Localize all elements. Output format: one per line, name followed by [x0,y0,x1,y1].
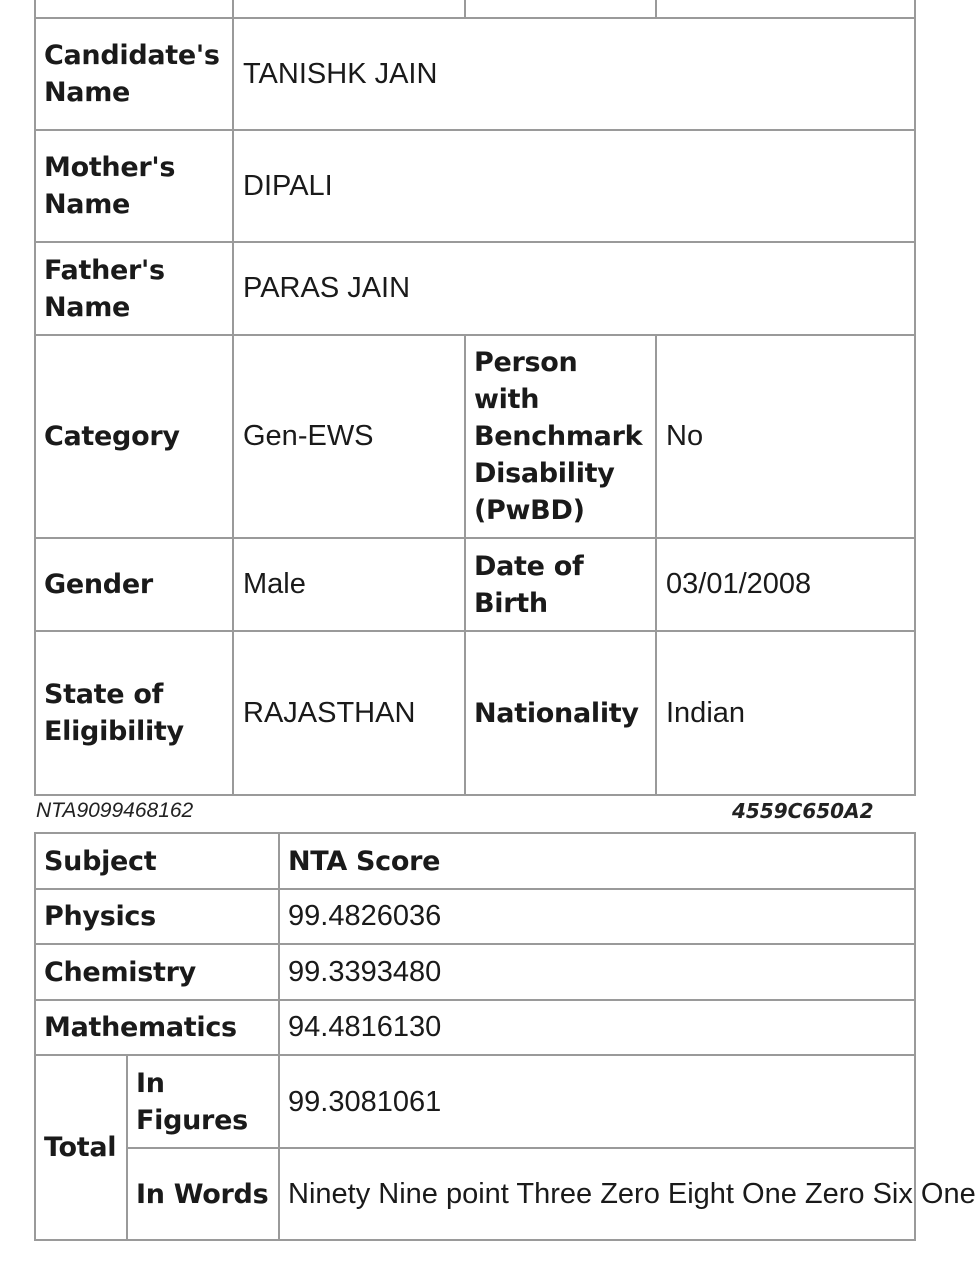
table-row [35,1148,915,1240]
state-label: State of Eligibility [35,631,233,795]
table-row [35,631,915,795]
table-row [35,242,915,335]
reference-code: 4559C650A2 [732,799,874,823]
table-row [35,1055,915,1148]
score-header: NTA Score [279,833,915,889]
subject-score: 99.3393480 [279,944,915,1000]
candidate-details-table [34,0,916,796]
table-row [35,833,915,889]
table-row [35,538,915,631]
father-name-value: PARAS JAIN [233,242,915,335]
subject-score: 99.4826036 [279,889,915,944]
pwbd-label: Person with Benchmark Disability (PwBD) [465,335,656,538]
candidate-name-label: Candidate's Name [35,18,233,130]
nationality-label: Nationality [465,631,656,795]
subject-name: Mathematics [35,1000,279,1055]
candidate-name-value: TANISHK JAIN [233,18,915,130]
application-number: NTA9099468162 [36,799,194,822]
dob-label: Date of Birth [465,538,656,631]
table-row [35,0,915,18]
in-figures-label: In Figures [127,1055,279,1148]
mother-name-value: DIPALI [233,130,915,242]
table-row [35,335,915,538]
score-table [34,832,976,1241]
mother-name-label: Mother's Name [35,130,233,242]
in-words-label: In Words [127,1148,279,1240]
gender-label: Gender [35,538,233,631]
nationality-value: Indian [656,631,915,795]
table-cell [465,0,656,18]
table-cell [233,0,465,18]
table-cell [656,0,915,18]
category-value: Gen-EWS [233,335,465,538]
in-figures-value: 99.3081061 [279,1055,915,1148]
subject-name: Physics [35,889,279,944]
table-row [35,18,915,130]
subject-score: 94.4816130 [279,1000,915,1055]
gender-value: Male [233,538,465,631]
table-row [35,889,915,944]
table-cell [35,0,233,18]
father-name-label: Father's Name [35,242,233,335]
category-label: Category [35,335,233,538]
table-row [35,944,915,1000]
table-row [35,130,915,242]
dob-value: 03/01/2008 [656,538,915,631]
in-words-value: Ninety Nine point Three Zero Eight One Zero Six One [279,1148,915,1240]
subject-name: Chemistry [35,944,279,1000]
total-label: Total [35,1055,127,1240]
pwbd-value: No [656,335,915,538]
subject-header: Subject [35,833,279,889]
table-row [35,1000,915,1055]
state-value: RAJASTHAN [233,631,465,795]
